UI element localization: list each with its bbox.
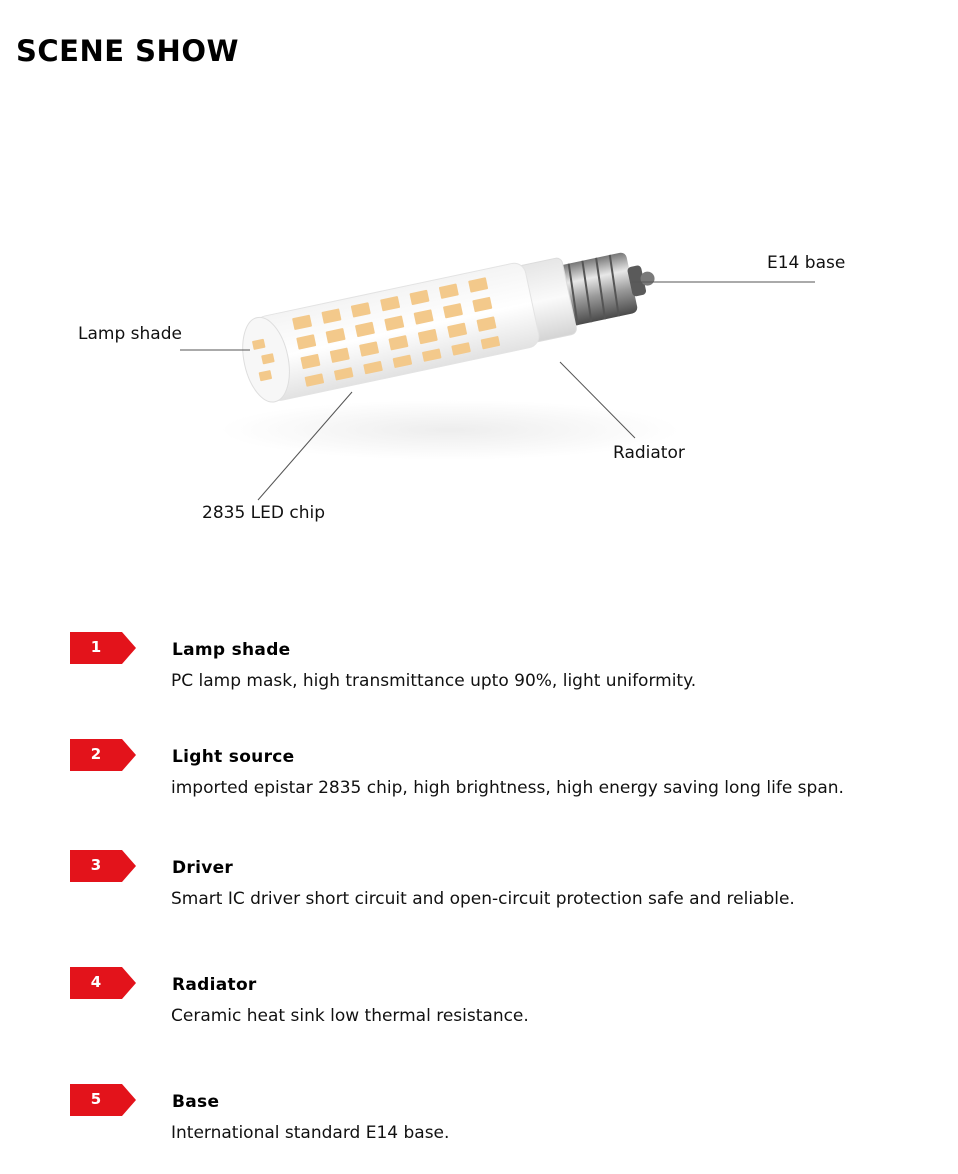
feature-description: International standard E14 base.	[171, 1123, 450, 1143]
feature-item	[0, 739, 958, 829]
number-badge: 1	[70, 632, 136, 664]
callout-lamp-shade: Lamp shade	[78, 324, 182, 344]
number-badge: 3	[70, 850, 136, 882]
feature-title: Light source	[172, 747, 295, 767]
callout-e14-base: E14 base	[767, 253, 846, 273]
feature-title: Radiator	[172, 975, 257, 995]
callout-led-chip: 2835 LED chip	[202, 503, 326, 523]
number-badge: 2	[70, 739, 136, 771]
feature-description: Smart IC driver short circuit and open-circuit protection safe and reliable.	[171, 889, 795, 909]
feature-title: Lamp shade	[172, 640, 291, 660]
feature-title: Driver	[172, 858, 234, 878]
feature-item	[0, 632, 958, 722]
page-title: SCENE SHOW	[16, 34, 239, 68]
feature-description: Ceramic heat sink low thermal resistance.	[171, 1006, 529, 1026]
feature-title: Base	[172, 1092, 220, 1112]
feature-item	[0, 967, 958, 1057]
feature-description: PC lamp mask, high transmittance upto 90%, light uniformity.	[171, 671, 697, 691]
feature-description: imported epistar 2835 chip, high brightness, high energy saving long life span.	[171, 778, 844, 798]
callout-radiator: Radiator	[613, 443, 685, 463]
lamp-shade-shape	[253, 261, 541, 403]
number-badge: 4	[70, 967, 136, 999]
number-badge: 5	[70, 1084, 136, 1116]
feature-item	[0, 1084, 958, 1174]
reflection	[220, 400, 680, 460]
feature-item	[0, 850, 958, 940]
